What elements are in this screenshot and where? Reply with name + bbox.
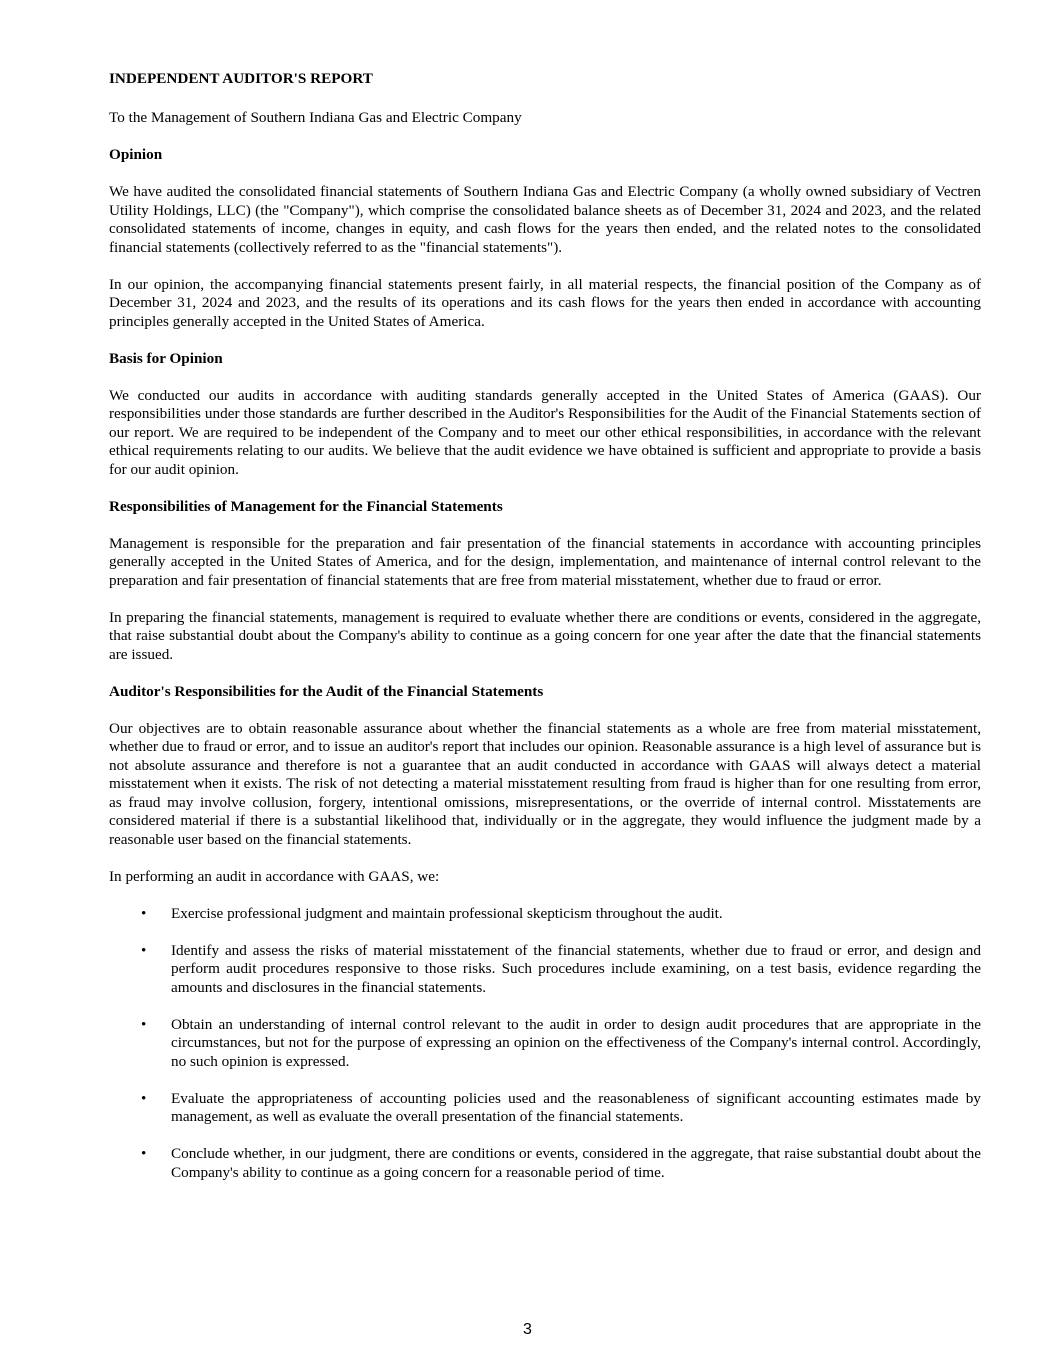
list-item xyxy=(109,942,981,998)
section-auditor-responsibilities xyxy=(109,683,981,1183)
bullet-icon: • xyxy=(141,1015,147,1033)
list-item xyxy=(109,1145,981,1182)
list-item xyxy=(109,905,981,924)
list-item-text: Identify and assess the risks of material misstatement of the financial statements, whether due to fraud or error, and design and perform audit procedures responsive to those risks. Such procedures include examining, on a test basis, evidence regarding the amounts and disclosures in the financial statements. xyxy=(171,941,981,996)
section-heading-opinion: Opinion xyxy=(109,146,163,163)
list-item-text: Evaluate the appropriateness of accounting policies used and the reasonableness of significant accounting estimates made by management, as well as evaluate the overall presentation of the financial statements. xyxy=(171,1089,981,1125)
report-title: INDEPENDENT AUDITOR'S REPORT xyxy=(109,70,373,87)
list-item xyxy=(109,1016,981,1072)
list-item-text: Exercise professional judgment and maintain professional skepticism throughout the audit. xyxy=(171,904,723,922)
paragraph: Our objectives are to obtain reasonable assurance about whether the financial statements as a whole are free from material misstatement, whether due to fraud or error, and to issue an auditor's report that includes our opinion. Reasonable assurance is a high level of assurance but is not absolute assurance and therefore is not a guarantee that an audit conducted in accordance with GAAS will always detect a material misstatement when it exists. The risk of not detecting a material misstatement resulting from fraud is higher than for one resulting from error, as fraud may involve collusion, forgery, intentional omissions, misrepresentations, or the override of internal control. Misstatements are considered material if there is a substantial likelihood that, individually or in the aggregate, they would influence the judgment made by a reasonable user based on the financial statements. xyxy=(109,719,981,848)
page-number: 3 xyxy=(523,1321,532,1338)
list-item-text: Obtain an understanding of internal control relevant to the audit in order to design audit procedures that are appropriate in the circumstances, but not for the purpose of expressing an opinion on the effectiveness of the Company's internal control. Accordingly, no such opinion is expressed. xyxy=(171,1015,981,1070)
paragraph: We conducted our audits in accordance with auditing standards generally accepted in the United States of America (GAAS). Our responsibilities under those standards are further described in the Auditor's Responsibilities for the Audit of the Financial Statements section of our report. We are required to be independent of the Company and to meet our other ethical responsibilities, in accordance with the relevant ethical requirements relating to our audits. We believe that the audit evidence we have obtained is sufficient and appropriate to provide a basis for our audit opinion. xyxy=(109,386,981,478)
list-item-text: Conclude whether, in our judgment, there are conditions or events, considered in the aggregate, that raise substantial doubt about the Company's ability to continue as a going concern for a reasonable period of time. xyxy=(171,1145,981,1181)
paragraph: In performing an audit in accordance with GAAS, we: xyxy=(109,867,440,885)
bullet-icon: • xyxy=(141,941,147,959)
section-heading-auditor-responsibilities: Auditor's Responsibilities for the Audit of the Financial Statements xyxy=(109,682,544,700)
paragraph: We have audited the consolidated financial statements of Southern Indiana Gas and Electric Company (a wholly owned subsidiary of Vectren Utility Holdings, LLC) (the "Company"), which comprise the consolidated balance sheets as of December 31, 2024 and 2023, and the related consolidated statements of income, changes in equity, and cash flows for the years then ended, and the related notes to the consolidated financial statements (collectively referred to as the "financial statements"). xyxy=(109,183,981,256)
section-heading-management-responsibilities: Responsibilities of Management for the Financial Statements xyxy=(109,497,503,515)
section-management-responsibilities xyxy=(109,498,981,665)
section-basis-for-opinion xyxy=(109,350,981,480)
bullet-icon: • xyxy=(141,1089,147,1107)
section-heading-basis-for-opinion: Basis for Opinion xyxy=(109,349,223,367)
report-page xyxy=(109,70,981,1201)
bullet-icon: • xyxy=(141,1145,147,1162)
section-opinion xyxy=(109,146,981,331)
list-item xyxy=(109,1090,981,1127)
audit-procedures-list xyxy=(109,905,981,1183)
paragraph: In preparing the financial statements, management is required to evaluate whether there are conditions or events, considered in the aggregate, that raise substantial doubt about the Company's ability to continue as a going concern for one year after the date that the financial statements are issued. xyxy=(109,608,981,663)
paragraph: Management is responsible for the preparation and fair presentation of the financial statements in accordance with accounting principles generally accepted in the United States of America, and for the design, implementation, and maintenance of internal control relevant to the preparation and fair presentation of financial statements that are free from material misstatement, whether due to fraud or error. xyxy=(109,534,981,589)
paragraph: In our opinion, the accompanying financial statements present fairly, in all material respects, the financial position of the Company as of December 31, 2024 and 2023, and the results of its operations and its cash flows for the years then ended in accordance with accounting principles generally accepted in the United States of America. xyxy=(109,275,981,330)
bullet-icon: • xyxy=(141,904,147,922)
salutation: To the Management of Southern Indiana Gas and Electric Company xyxy=(109,108,522,126)
